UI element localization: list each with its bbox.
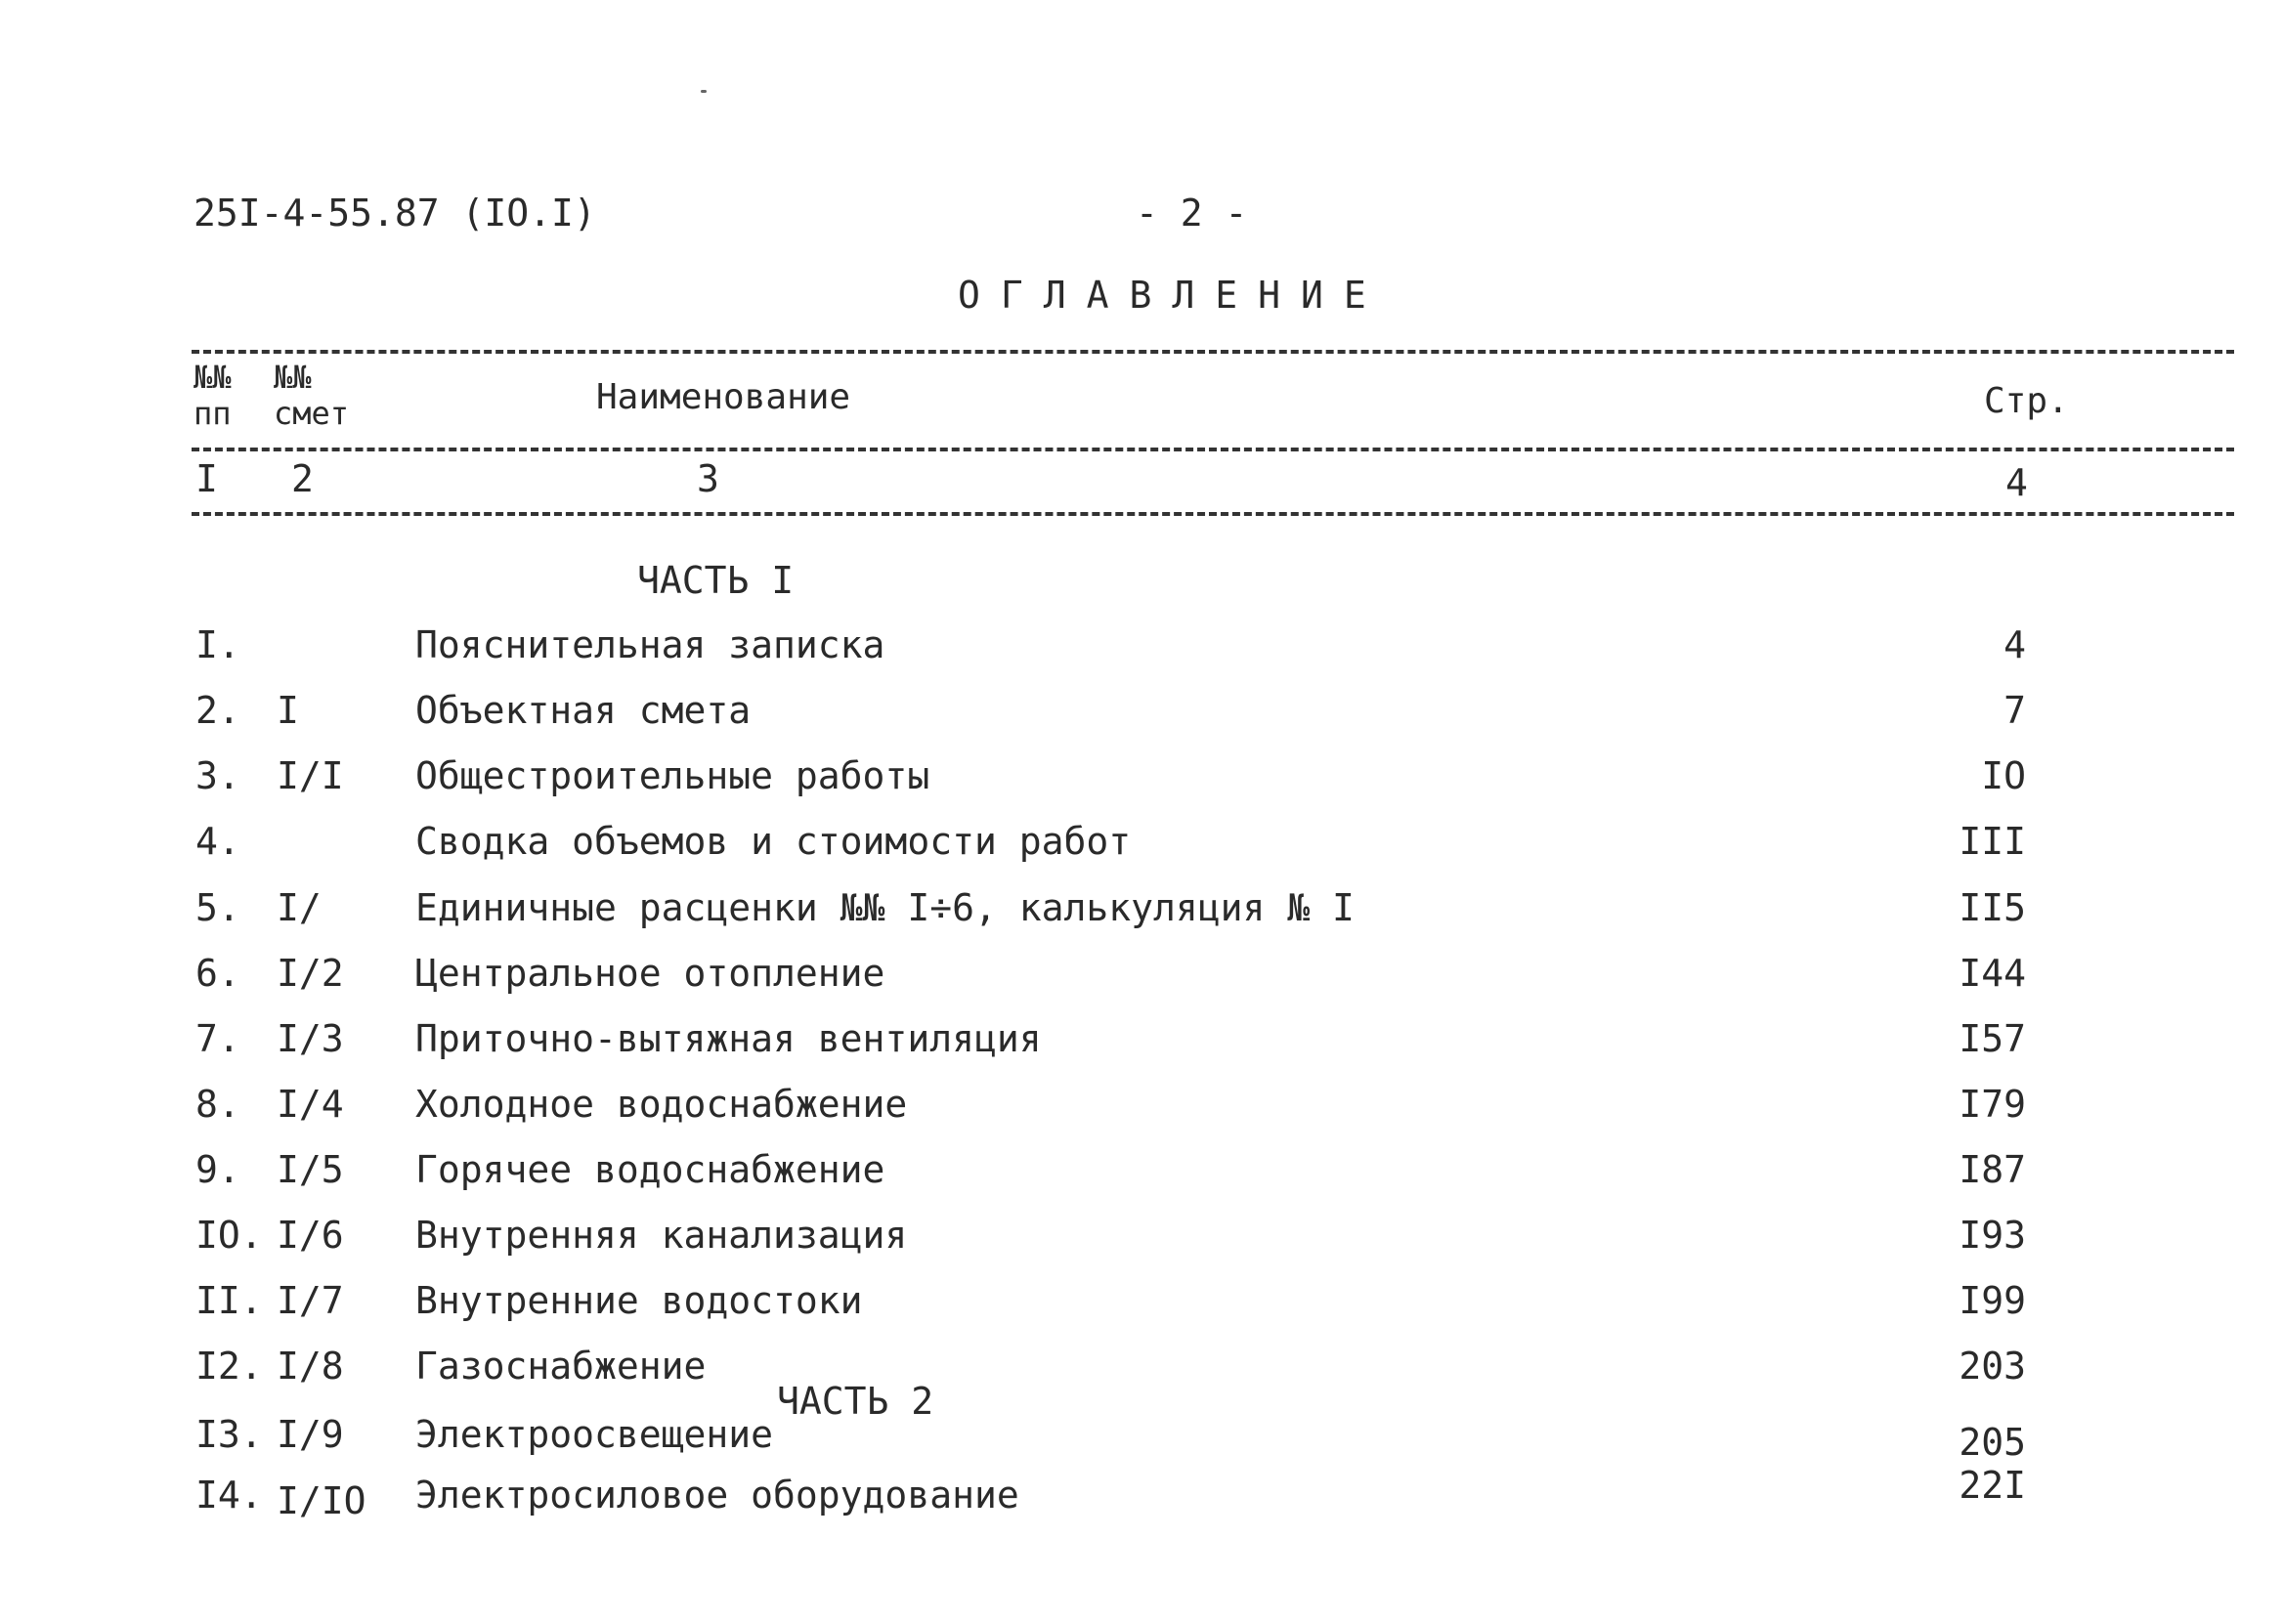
row-estimate: I/5: [277, 1148, 344, 1191]
row-number: IO.: [195, 1214, 263, 1257]
row-page: I93: [1959, 1214, 2026, 1257]
table-row: [0, 1083, 2283, 1128]
row-name: Электроосвещение: [415, 1413, 774, 1456]
row-name: Приточно-вытяжная вентиляция: [415, 1017, 1042, 1060]
row-name: Объектная смета: [415, 689, 752, 732]
table-row: [0, 1279, 2283, 1324]
row-estimate: I/6: [277, 1214, 344, 1257]
column-header-number-sign: №№: [194, 359, 232, 396]
row-estimate: I/8: [277, 1345, 344, 1388]
table-row: [0, 952, 2283, 997]
table-row: [0, 1148, 2283, 1193]
table-row: [0, 1413, 2283, 1464]
row-name: Общестроительные работы: [415, 754, 930, 797]
row-estimate: I: [277, 689, 299, 732]
row-name: Сводка объемов и стоимости работ: [415, 820, 1132, 863]
row-page: 203: [1959, 1345, 2026, 1388]
column-number-2: 2: [291, 457, 314, 500]
part-heading: ЧАСТЬ 2: [777, 1380, 934, 1423]
row-page: II5: [1959, 886, 2026, 929]
row-page: I99: [1959, 1279, 2026, 1322]
row-estimate: I/3: [277, 1017, 344, 1060]
row-name: Центральное отопление: [415, 952, 885, 995]
row-number: I4.: [195, 1474, 263, 1517]
table-row: [0, 623, 2283, 668]
row-page: I57: [1959, 1017, 2026, 1060]
row-estimate: I/4: [277, 1083, 344, 1126]
table-row: [0, 886, 2283, 931]
row-page: 4: [2003, 623, 2026, 666]
row-estimate: I/: [277, 886, 322, 929]
row-estimate: I/9: [277, 1413, 344, 1456]
row-number: I2.: [195, 1345, 263, 1388]
row-number: 6.: [195, 952, 240, 995]
column-header-page: Стр.: [1984, 381, 2069, 421]
column-number-4: 4: [2005, 461, 2028, 504]
row-page: III: [1959, 820, 2026, 863]
column-header-estimates: смет: [274, 395, 350, 432]
table-row: [0, 1214, 2283, 1259]
row-number: 4.: [195, 820, 240, 863]
table-row: [0, 1345, 2283, 1389]
document-code: 25I-4-55.87 (IO.I): [194, 192, 596, 235]
row-number: 9.: [195, 1148, 240, 1191]
row-page: IO: [1981, 754, 2026, 797]
table-row: [0, 754, 2283, 799]
table-row: [0, 1464, 2283, 1522]
scan-speck: [701, 90, 707, 93]
row-estimate: I/2: [277, 952, 344, 995]
row-estimate: I/I: [277, 754, 344, 797]
column-number-3: 3: [697, 457, 719, 500]
row-number: I.: [195, 623, 240, 666]
table-row: [0, 689, 2283, 734]
column-header-estimate-sign: №№: [274, 359, 312, 396]
row-number: II.: [195, 1279, 263, 1322]
row-estimate: I/IO: [277, 1479, 366, 1522]
row-name: Газоснабжение: [415, 1345, 707, 1388]
row-number: 7.: [195, 1017, 240, 1060]
row-name: Горячее водоснабжение: [415, 1148, 885, 1191]
header-top-rule: [192, 350, 2234, 354]
row-name: Внутренние водостоки: [415, 1279, 863, 1322]
table-row: [0, 820, 2283, 865]
row-page: 7: [2003, 689, 2026, 732]
page-title: ОГЛАВЛЕНИЕ: [958, 274, 1387, 317]
part-heading: ЧАСТЬ I: [637, 559, 795, 602]
header-bottom-rule: [192, 512, 2234, 516]
row-page: 22I: [1959, 1464, 2026, 1507]
row-name: Пояснительная записка: [415, 623, 885, 666]
row-name: Внутренняя канализация: [415, 1214, 908, 1257]
table-row: [0, 1017, 2283, 1062]
row-name: Единичные расценки №№ I÷6, калькуляция № I: [415, 886, 1355, 929]
row-number: I3.: [195, 1413, 263, 1456]
column-header-pp: пп: [194, 395, 232, 432]
page-number: - 2 -: [1136, 192, 1248, 235]
column-number-1: I: [195, 457, 218, 500]
row-number: 3.: [195, 754, 240, 797]
row-name: Холодное водоснабжение: [415, 1083, 908, 1126]
row-estimate: I/7: [277, 1279, 344, 1322]
row-page: 205: [1959, 1421, 2026, 1464]
row-page: I44: [1959, 952, 2026, 995]
column-header-name: Наименование: [596, 377, 851, 417]
row-name: Электросиловое оборудование: [415, 1474, 1019, 1517]
row-number: 8.: [195, 1083, 240, 1126]
row-number: 5.: [195, 886, 240, 929]
row-number: 2.: [195, 689, 240, 732]
row-page: I79: [1959, 1083, 2026, 1126]
header-middle-rule: [192, 448, 2234, 451]
row-page: I87: [1959, 1148, 2026, 1191]
